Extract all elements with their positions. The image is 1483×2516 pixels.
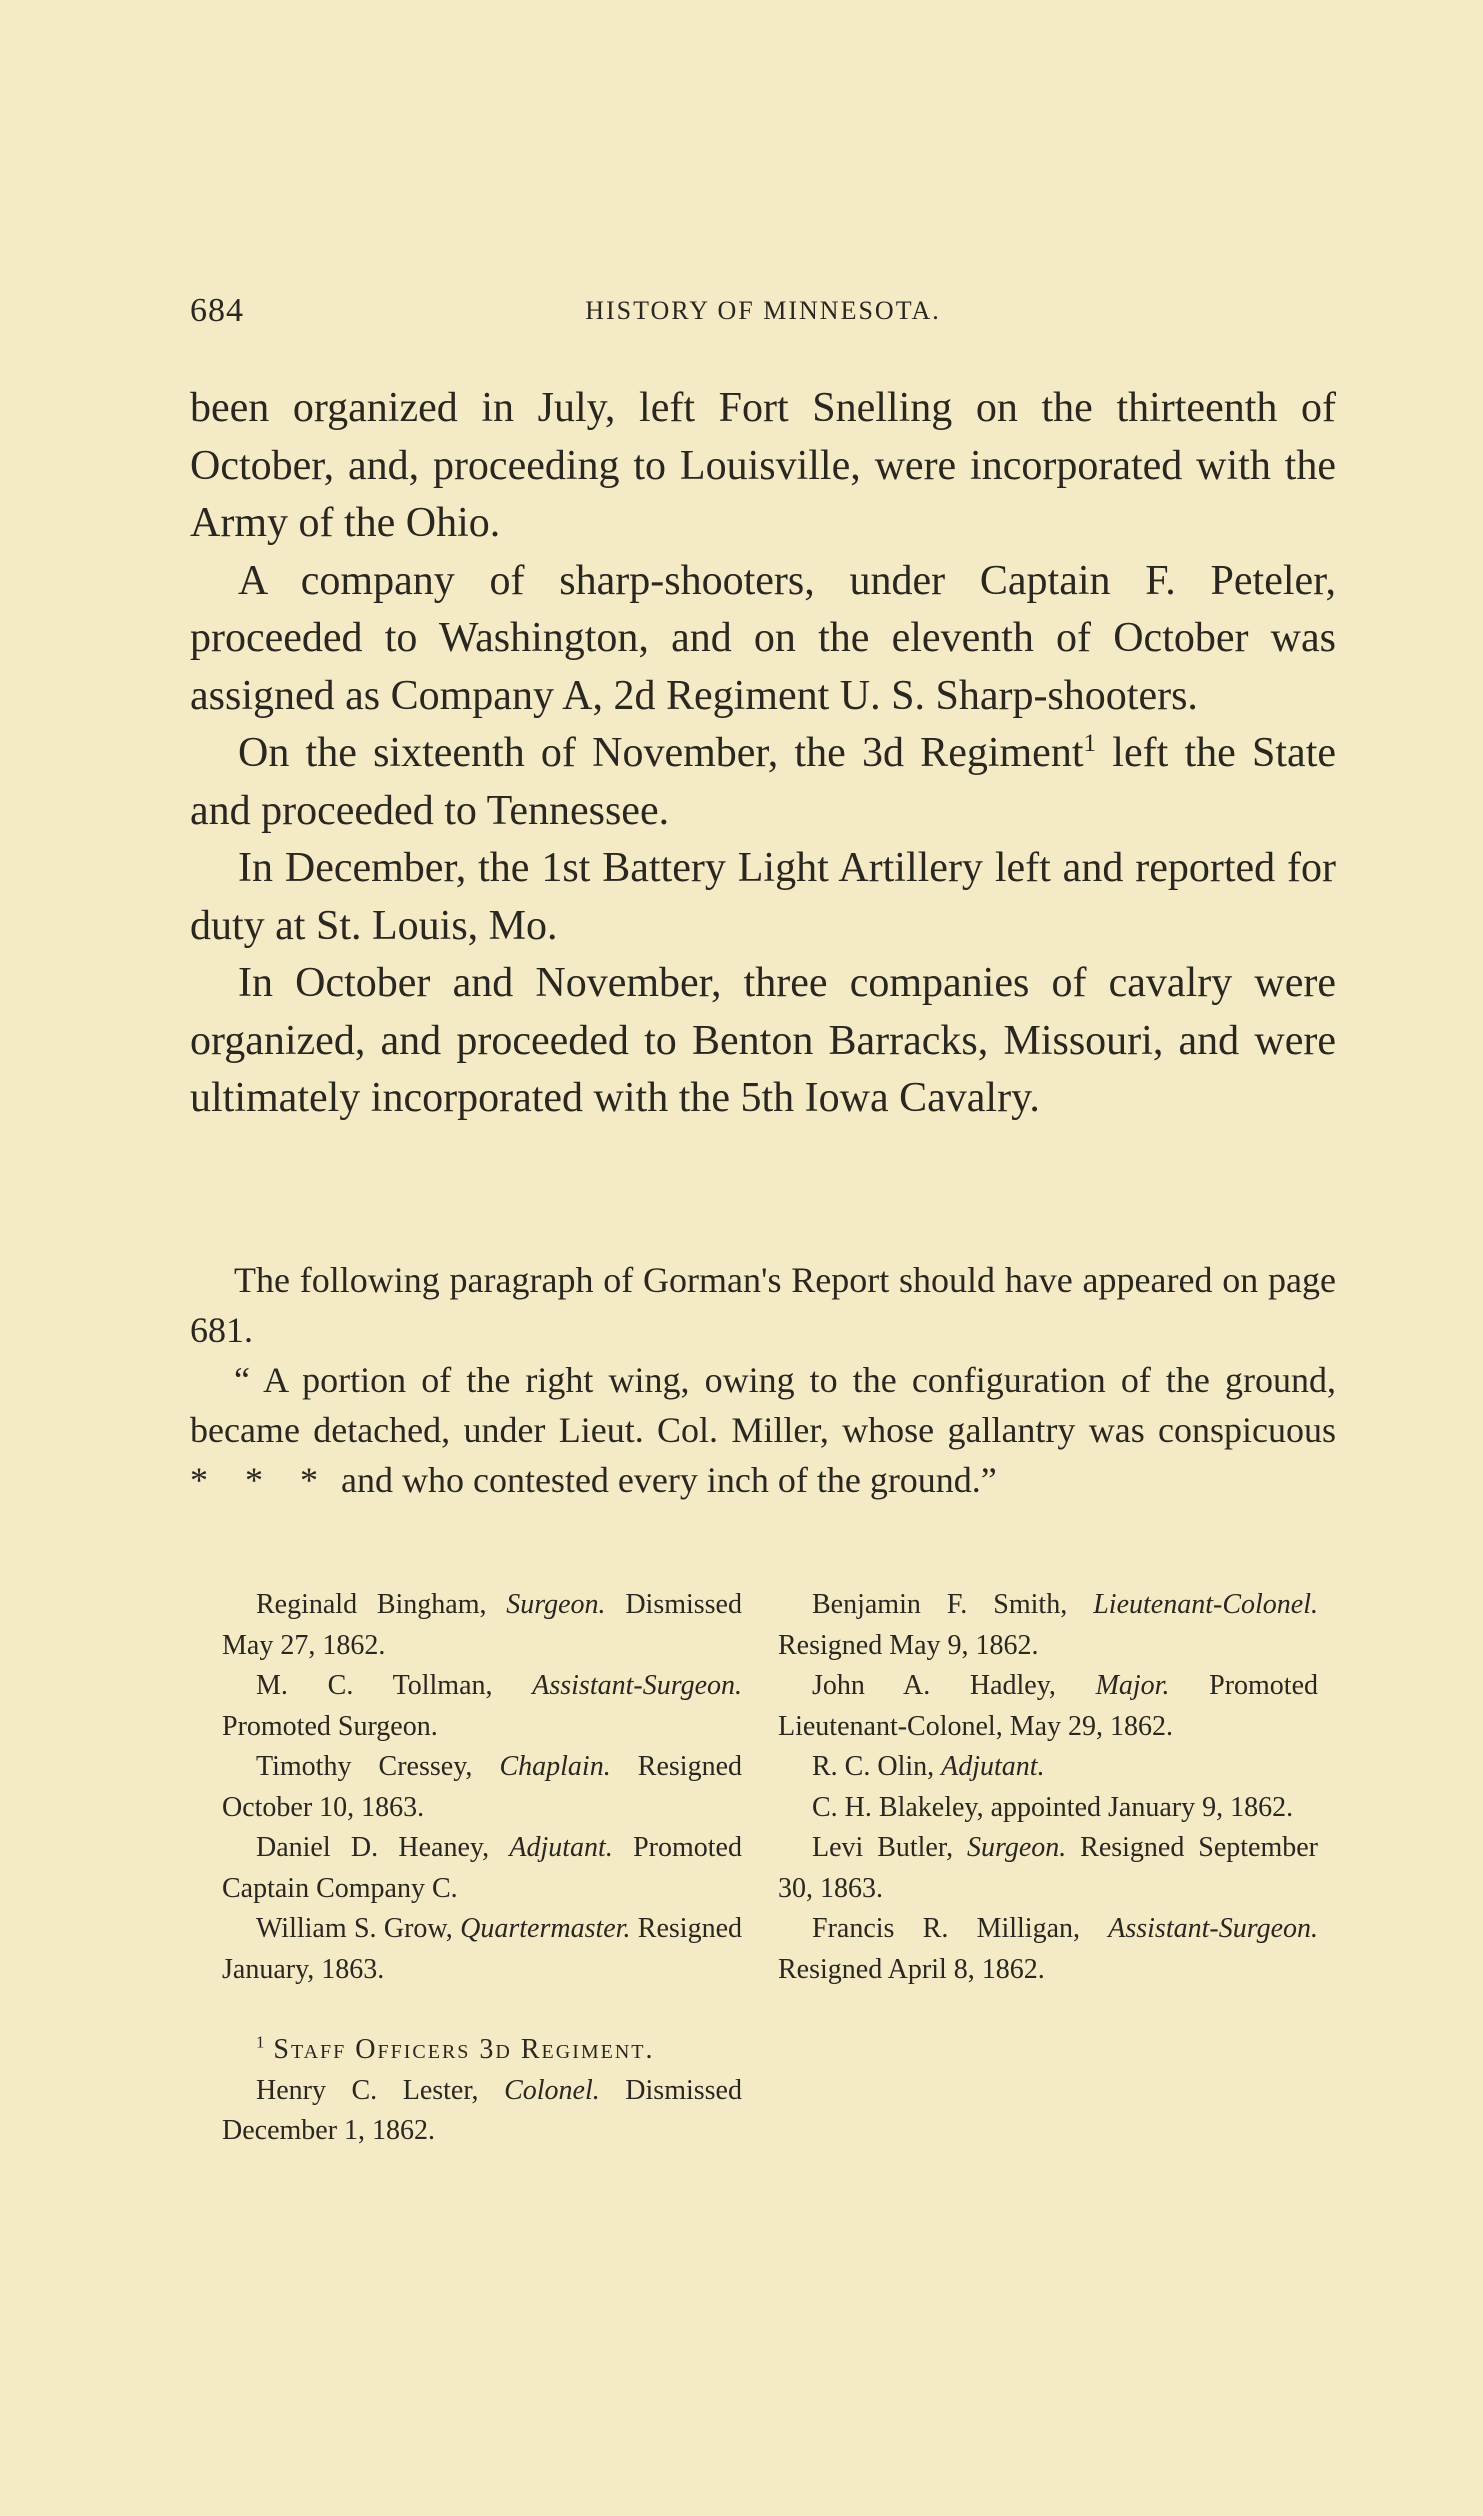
officer-note: Resigned April 8, 1862. [778,1953,1045,1985]
ellipsis-stars: * * * [190,1460,332,1500]
page-header [190,292,1336,342]
roster-entry [778,1666,1318,1747]
paragraph-continuation: been organized in July, left Fort Snelling on the thirteenth of October, and, proceeding to Louisville, were incorporated with the Army of the Ohio. [190,385,1336,546]
officer-name: John A. Hadley, [812,1670,1096,1701]
officer-name: R. C. Olin, [812,1751,942,1782]
quotation-text: “ A portion of the right wing, owing to the configuration of the ground, became detached, under Lieut. Col. Miller, whose gallantry was conspicuous [190,1360,1336,1450]
footnote-reference: 1 [1083,730,1097,757]
note-quotation [190,1355,1336,1505]
roster-entry [778,1585,1318,1666]
officer-name: Daniel D. Heaney, [256,1832,510,1863]
officer-note: Dismissed May 27, 1862. [222,1589,742,1661]
footnote-mark: 1 [256,2032,265,2052]
officer-note: Promoted Surgeon. [222,1710,438,1742]
officer-role: Major. [1095,1670,1170,1701]
officer-note: Resigned September 30, 1863. [778,1832,1318,1904]
note-intro: The following paragraph of Gorman's Report should have appeared on page 681. [190,1260,1336,1350]
officer-role: Adjutant. [941,1751,1045,1782]
roster-right-column [778,1585,1318,1990]
roster-entry [222,1666,742,1747]
spacer [222,1990,742,2030]
erratum-note [190,1255,1336,1505]
officer-name: Francis R. Milligan, [812,1913,1109,1944]
paragraph-third-regiment [190,725,1336,840]
roster-entry [778,1909,1318,1990]
officer-name: Reginald Bingham, [256,1589,507,1620]
roster-entry [778,1828,1318,1909]
roster-entry [222,1828,742,1909]
officer-name: William S. Grow, [256,1913,461,1944]
officer-name: Levi Butler, [812,1832,967,1863]
officer-note: Promoted Lieutenant-Colonel, May 29, 1862. [778,1670,1318,1742]
officer-note: Dismissed December 1, 1862. [222,2074,742,2146]
officer-role: Assistant-Surgeon. [1108,1913,1318,1944]
running-title: HISTORY OF MINNESOTA. [585,296,941,325]
roster-entry [778,1747,1318,1788]
officer-roster [222,1585,1342,2225]
officer-role: Surgeon. [966,1832,1067,1863]
footnote-title: Staff Officers 3d Regiment. [264,2034,655,2065]
officer-role: Colonel. [504,2074,600,2106]
officer-note: Resigned January, 1863. [222,1913,742,1985]
officer-name: Henry C. Lester, [256,2074,505,2106]
officer-name: M. C. Tollman, [256,1670,533,1701]
quotation-text: and who contested every inch of the ground.” [332,1460,997,1500]
officer-role: Adjutant. [509,1832,613,1863]
page-number: 684 [190,292,244,329]
roster-entry [222,2071,742,2152]
officer-role: Surgeon. [506,1589,606,1620]
paragraph-text: On the sixteenth of November, the 3d Regiment [238,730,1084,776]
paragraph-text: left the State and proceeded to Tennessee. [190,730,1337,834]
paragraph-battery: In December, the 1st Battery Light Artillery left and reported for duty at St. Louis, Mo. [190,845,1336,949]
officer-role: Chaplain. [499,1751,611,1782]
officer-role: Assistant-Surgeon. [532,1670,742,1701]
roster-entry: C. H. Blakeley, appointed January 9, 1862. [812,1791,1294,1823]
officer-role: Quartermaster. [460,1913,631,1944]
roster-entry [222,1747,742,1828]
officer-note: Promoted Captain Company C. [222,1832,742,1904]
officer-name: Timothy Cressey, [256,1751,500,1782]
footnote-heading [222,2030,742,2071]
paragraph-cavalry: In October and November, three companies of cavalry were organized, and proceeded to Benton Barracks, Missouri, and were ultimately incorporated with the 5th Iowa Cavalry. [190,960,1336,1121]
officer-note: Resigned May 9, 1862. [778,1629,1039,1661]
main-text [190,380,1336,1128]
roster-entry [222,1909,742,1990]
roster-left-column [222,1585,742,2152]
officer-name: Benjamin F. Smith, [812,1589,1094,1620]
paragraph-sharpshooters: A company of sharp-shooters, under Captain F. Peteler, proceeded to Washington, and on the eleventh of October was assigned as Company A, 2d Regiment U. S. Sharp-shooters. [190,557,1336,719]
officer-role: Lieutenant-Colonel. [1093,1589,1318,1620]
roster-entry [222,1585,742,1666]
officer-note: Resigned October 10, 1863. [222,1751,742,1823]
